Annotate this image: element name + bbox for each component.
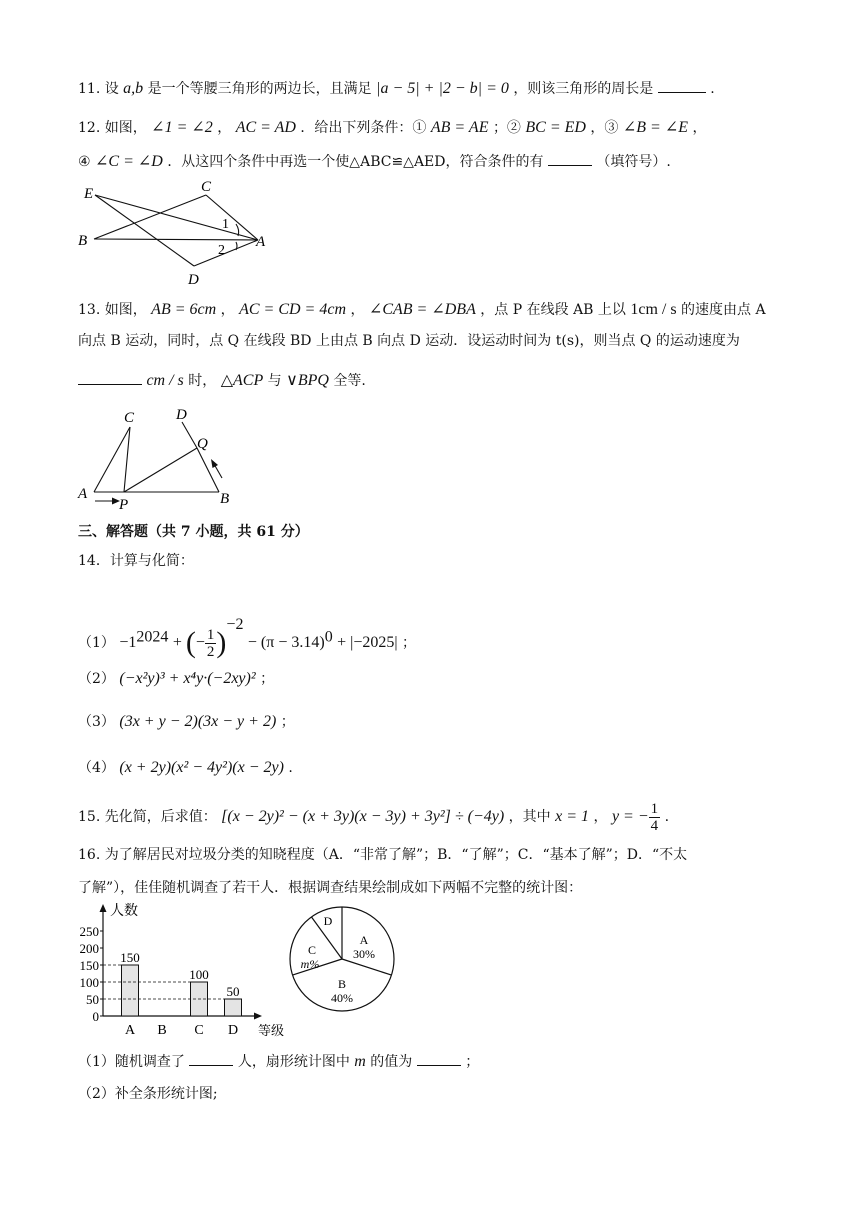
point-label: B bbox=[78, 233, 88, 249]
q16-text: 人，扇形统计图中 bbox=[237, 1054, 350, 1070]
q15-y-value: y = − bbox=[611, 808, 649, 825]
section-heading: 三、解答题（共 7 小题，共 61 分） bbox=[78, 524, 309, 540]
q12-math: AB = AE bbox=[430, 119, 489, 136]
q12-text: 12. 如图， bbox=[78, 120, 147, 136]
q15-expression: [(x − 2y)² − (x + 3y)(x − 3y) + 3y²] ÷ (−4y) bbox=[221, 808, 505, 825]
pie-slice-boundary bbox=[342, 959, 392, 975]
question-14-title: 14．计算与化简： bbox=[78, 553, 194, 569]
question-12-line-2 bbox=[78, 151, 671, 172]
question-12-line-1 bbox=[78, 118, 706, 138]
q12-math: ∠B = ∠E bbox=[622, 119, 689, 136]
bar bbox=[122, 965, 139, 1016]
point-label: A bbox=[256, 234, 266, 250]
y-tick-label: 200 bbox=[79, 941, 99, 956]
q12-math: BC = ED bbox=[525, 119, 586, 136]
q14-part-3 bbox=[78, 712, 295, 732]
y-tick-label: 150 bbox=[79, 958, 99, 973]
q14-part-4 bbox=[78, 758, 293, 778]
fraction-denominator: 2 bbox=[206, 643, 215, 660]
slice-label: A bbox=[359, 933, 369, 947]
slice-value: 30% bbox=[353, 947, 375, 961]
question-16-line-2: 了解”），佳佳随机调查了若干人．根据调查结果绘制成如下两幅不完整的统计图： bbox=[78, 880, 583, 896]
bar-chart bbox=[74, 900, 294, 1040]
q12-text: ， bbox=[217, 120, 232, 136]
q13-math: ∨BPQ bbox=[286, 372, 329, 389]
q13-math: AC = CD = 4cm bbox=[239, 301, 346, 318]
q12-text: （填符号）. bbox=[596, 154, 671, 170]
q13-text: 13. 如图， bbox=[78, 302, 147, 318]
angle-label: 1 bbox=[222, 217, 229, 232]
slice-value: 40% bbox=[331, 991, 353, 1005]
q13-text: 时， bbox=[188, 373, 217, 389]
y-tick-label: 100 bbox=[79, 975, 99, 990]
x-axis-label: 等级 bbox=[258, 1023, 285, 1038]
slice-label: C bbox=[307, 943, 317, 957]
y-tick-label: 0 bbox=[92, 1009, 99, 1024]
slice-value: m% bbox=[300, 957, 320, 971]
x-tick-label: D bbox=[227, 1023, 239, 1038]
q14-math: + bbox=[172, 634, 186, 651]
q12-math: ∠1 = ∠2 bbox=[151, 119, 213, 136]
bar bbox=[225, 999, 242, 1016]
part-label: （1） bbox=[78, 635, 115, 651]
q12-math: AC = AD bbox=[235, 119, 296, 136]
q11-mid: 是一个等腰三角形的两边长，且满足 bbox=[147, 81, 372, 97]
fraction bbox=[205, 627, 217, 660]
question-16-line-1: 16. 为了解居民对垃圾分类的知晓程度（A．“非常了解”；B．“了解”；C．“基本了解”；D．“不太 bbox=[78, 847, 688, 863]
q11-equation: |a − 5| + |2 − b| = 0 bbox=[376, 80, 509, 97]
fraction bbox=[649, 801, 661, 834]
q14-math: − (π − 3.14) bbox=[247, 634, 325, 651]
q13-text: ，点 P 在线段 AB 上以 bbox=[480, 302, 631, 318]
q13-text: 与 bbox=[267, 373, 282, 389]
answer-blank bbox=[78, 370, 142, 385]
question-13-line-3 bbox=[78, 370, 366, 391]
q14-exponent: −2 bbox=[226, 616, 244, 633]
part-label: （4） bbox=[78, 760, 115, 776]
point-label: A bbox=[78, 486, 88, 502]
part-label: （2） bbox=[78, 671, 115, 687]
q11-prefix: 11. 设 bbox=[78, 81, 119, 97]
x-tick-label: B bbox=[157, 1023, 167, 1038]
q14-math: (x + 2y)(x² − 4y²)(x − 2y) bbox=[119, 759, 284, 776]
q13-text: ， bbox=[350, 302, 365, 318]
q13-text: 的速度由点 A bbox=[681, 302, 766, 318]
q14-math: −1 bbox=[119, 634, 137, 651]
part-end: ； bbox=[280, 714, 295, 730]
q14-exponent: 0 bbox=[324, 628, 333, 646]
q15-text: ，其中 bbox=[508, 809, 556, 825]
fraction-denominator: 4 bbox=[650, 817, 659, 834]
answer-blank bbox=[417, 1051, 461, 1066]
slice-label: B bbox=[337, 977, 347, 991]
x-axis-arrow bbox=[254, 1013, 262, 1020]
q12-math: ∠C = ∠D bbox=[95, 153, 163, 170]
fraction-numerator: 1 bbox=[650, 800, 659, 817]
q15-text: ， bbox=[593, 809, 608, 825]
y-axis-label: 人数 bbox=[110, 904, 138, 919]
question-11 bbox=[78, 78, 715, 99]
point-label: Q bbox=[197, 436, 208, 452]
y-tick-label: 250 bbox=[79, 924, 99, 939]
q14-math: − bbox=[195, 634, 205, 651]
data-label: 50 bbox=[226, 984, 240, 999]
paren: ) bbox=[216, 626, 227, 659]
q15-end: . bbox=[664, 809, 670, 825]
y-tick-label: 50 bbox=[86, 992, 99, 1007]
q12-text: ．给出下列条件：① bbox=[300, 120, 431, 136]
answer-blank bbox=[548, 151, 592, 166]
q12-text: ， bbox=[692, 120, 707, 136]
figure-12-diagram bbox=[76, 176, 276, 292]
q15-text: 15. 先化简，后求值： bbox=[78, 809, 217, 825]
q16-text: ； bbox=[465, 1054, 480, 1070]
fraction-numerator: 1 bbox=[206, 626, 215, 643]
q14-exponent: 2024 bbox=[136, 628, 169, 646]
q13-math: △ACP bbox=[220, 372, 264, 389]
pie-chart bbox=[286, 896, 398, 1016]
answer-blank bbox=[189, 1051, 233, 1066]
q16-text: 的值为 bbox=[370, 1054, 413, 1070]
q13-unit: cm / s bbox=[146, 372, 184, 389]
x-tick-label: A bbox=[124, 1023, 136, 1038]
q15-x-value: x = 1 bbox=[555, 808, 590, 825]
figure-13-diagram bbox=[74, 402, 244, 512]
q13-text: ， bbox=[220, 302, 235, 318]
data-label: 150 bbox=[120, 950, 140, 965]
q11-end: . bbox=[710, 81, 715, 97]
point-label: C bbox=[124, 410, 135, 426]
q13-text: 全等. bbox=[333, 373, 366, 389]
q14-part-2 bbox=[78, 669, 274, 689]
point-label: D bbox=[176, 407, 187, 423]
q12-text: ，③ bbox=[590, 120, 623, 136]
q14-part-1 bbox=[78, 608, 416, 660]
y-axis-arrow bbox=[100, 904, 107, 912]
point-label: B bbox=[220, 491, 230, 507]
part-end: . bbox=[288, 760, 293, 776]
q16-text: （1）随机调查了 bbox=[78, 1054, 185, 1070]
q13-math: 1cm / s bbox=[630, 301, 677, 318]
answer-blank bbox=[658, 78, 706, 93]
question-15 bbox=[78, 800, 669, 834]
q14-math: (−x²y)³ + x⁴y·(−2xy)² bbox=[119, 670, 256, 687]
part-label: （3） bbox=[78, 714, 115, 730]
point-label: P bbox=[119, 497, 129, 512]
part-end: ； bbox=[402, 635, 417, 651]
slice-label: D bbox=[323, 914, 333, 928]
q16-part-2: （2）补全条形统计图; bbox=[78, 1086, 218, 1102]
q14-math: (3x + y − 2)(3x − y + 2) bbox=[119, 713, 277, 730]
q12-text: ；② bbox=[492, 120, 526, 136]
part-end: ； bbox=[260, 671, 275, 687]
question-13-line-2: 向点 B 运动，同时，点 Q 在线段 BD 上由点 B 向点 D 运动．设运动时间为 t(s)，则当点 Q 的运动速度为 bbox=[78, 333, 740, 349]
data-label: 100 bbox=[189, 967, 209, 982]
q16-variable: m bbox=[354, 1053, 366, 1070]
q14-math: + |−2025| bbox=[337, 634, 398, 651]
point-label: E bbox=[84, 186, 94, 202]
q12-text: ④ bbox=[78, 154, 96, 170]
question-13-line-1 bbox=[78, 300, 766, 320]
x-tick-label: C bbox=[194, 1023, 204, 1038]
q16-part-1 bbox=[78, 1051, 479, 1072]
point-label: C bbox=[201, 179, 212, 195]
q12-text: ．从这四个条件中再选一个使△ABC≌△AED，符合条件的有 bbox=[167, 154, 544, 170]
point-label: D bbox=[188, 272, 199, 288]
paren: ( bbox=[185, 626, 196, 659]
q13-math: AB = 6cm bbox=[151, 301, 217, 318]
q11-vars: a,b bbox=[123, 80, 144, 97]
angle-label: 2 bbox=[218, 243, 225, 258]
q13-math: ∠CAB = ∠DBA bbox=[368, 301, 476, 318]
q11-suffix: ，则该三角形的周长是 bbox=[513, 81, 654, 97]
